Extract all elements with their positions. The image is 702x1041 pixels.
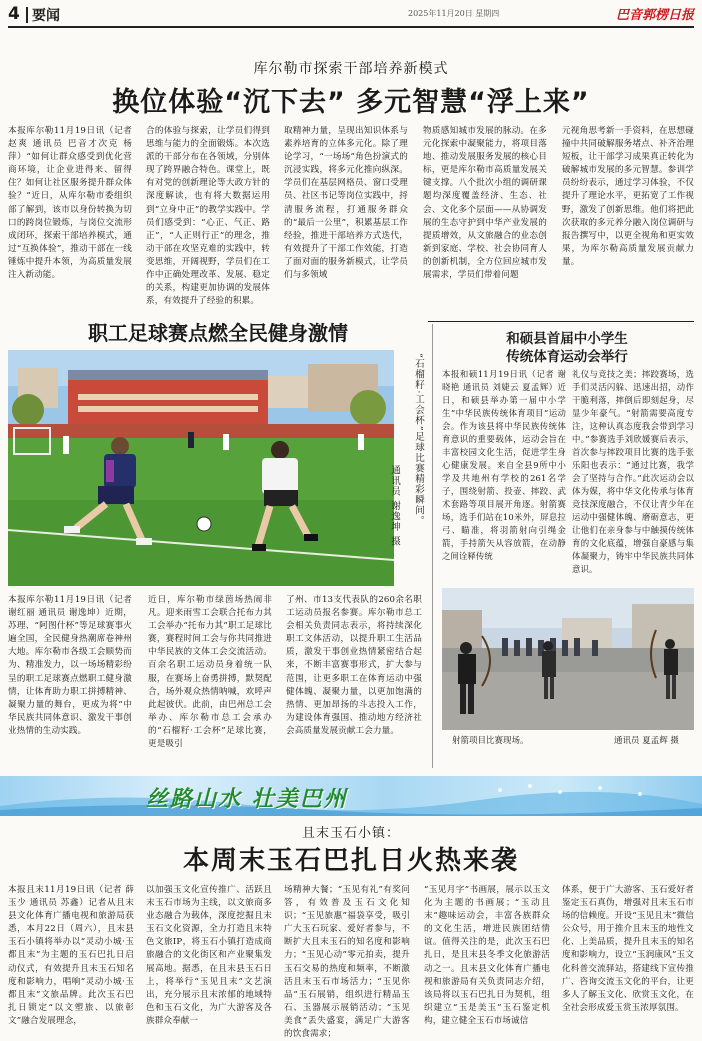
story1-paragraph: 物质感知城市发展的脉动。在多元化探索中凝聚能力，将项目落地、推动发展服务发展的核心目标，更是库尔勒市高质量发展关键支撑。八个批次小组的调研课题均深度覆盖经济、生态、社会、文化多个层面——从协调发展的生态守护到中华产业发展的提质增效，从文旅融合的业态创新到家庭、学校、社会协同育人的创新机制，全方位回应城市发展需求，学员们带着问题: [423, 126, 547, 281]
story1-headline: 换位体验“沉下去” 多元智慧“浮上来”: [112, 87, 590, 118]
story1-paragraph: 取精神力量，呈现出知识体系与素养培育的立体多元化。除了理论学习，“一场场”角色扮演式的沉浸实践，将多元化推向纵深。学员们在基层网格员、窗口受理员、社区书记等岗位实践中，捋清服务流程，打通服务群众的“最后一公里”，积累基层工作经验，推进干部培养方式迭代，有效提升了干部工作效能，打造了面对面的服务新模式，让学员们与多领域: [284, 126, 408, 281]
story1-paragraph: 元视角思考新一手资料，在思想碰撞中共同破解服务堵点、补齐治理短板，让干部学习成果真正转化为破解城市发展的多元智慧。参训学员纷纷表示，通过学习体验，不仅提升了理论水平，更拓宽了工作视野，激发了创新思维。他们将把此次获取的多元养分融入岗位调研与报告撰写中，以更全视角和更实效果，为库尔勒高质量发展贡献力量。: [562, 126, 694, 267]
story4-column-5: [562, 884, 694, 1022]
section-name: 要闻: [32, 8, 60, 24]
story4-column-3: [284, 884, 410, 1040]
column-divider: [432, 324, 433, 768]
story1-kicker: 库尔勒市探索干部培养新模式: [253, 61, 449, 77]
story2-column-1: [8, 594, 132, 774]
story4-paragraph: 本报且末11月19日讯（记者 薛玉少 通讯员 苏鑫）记者从且末县文化体育广播电视和旅游局获悉，本月22日（周六），且末县玉石小镇将举办以“灵动小城·玉都且末”为主题的玉石巴扎日启动仪式，有效提升且末玉石知名度和影响力，唱响“灵动小城·玉都且末”文旅品牌。此次玉石巴扎日锁定“以文塑旅、以旅彰文”融合发展理念，: [8, 885, 134, 1026]
football-photo-caption: [400, 353, 424, 573]
story3-paragraph: 礼仪与竞技之美；摔跤赛场，选手们灵活闪躲、迅速出招，动作干脆利落，摔倒后即刻起身，尽显少年豪气。“射箭需要高度专注，这种认真态度我会带到学习中。”参赛选手刘欣媛赛后表示，首次参与摔跤项目比赛的选手张乐阳也表示：“通过比赛，我学会了坚持与合作。”此次运动会以体为媒，将中华文化传承与体育竞技深度融合，不仅让青少年在运动中强健体魄、磨砺意志，更让他们在亲身参与中触摸传统体育的文化底蕴，增强自豪感与集体凝聚力，铸牢中华民族共同体意识。: [572, 369, 694, 574]
story2-column-3: [286, 594, 422, 774]
story4-headline: 本周末玉石巴扎日火热来袭: [182, 846, 519, 876]
archery-photo-illustration: [442, 588, 694, 730]
issue-date: 2025年11月20日 星期四: [408, 9, 500, 18]
promo-banner: [0, 776, 702, 816]
story1-column-4: [423, 125, 547, 321]
story3-column-1: [442, 368, 566, 584]
story4-column-4: [424, 884, 550, 1026]
story3-headline-line1: 和硕县首届中小学生: [506, 331, 628, 347]
newspaper-name: 巴音郭楞日报: [616, 8, 695, 23]
story1-column-1: [8, 125, 132, 321]
story1-column-5: [562, 125, 694, 321]
story2-headline: 职工足球赛点燃全民健身激情: [8, 315, 428, 346]
masthead: [8, 4, 694, 28]
story4-column-2: [146, 884, 272, 1026]
story4-column-1: [8, 884, 134, 1026]
story1-column-3: [284, 125, 408, 321]
banner-decoration: [0, 776, 702, 816]
story4-kicker: 且末玉石小镇：: [301, 826, 400, 841]
story4-paragraph: “玉见月字”书画展，展示以玉文化为主题的书画展；“玉动且末”趣味运动会，丰富各族群众的文化生活，增进民族团结情谊。值得关注的是，此次玉石巴扎日，是且末县冬季文化旅游活动之一。且末县文化体育广播电视和旅游局有关负责同志介绍，该局将以玉石巴扎日为契机，组织建立“玉是美玉”玉石鉴定机构，建立健全玉石市场诚信: [424, 885, 550, 1026]
banner-text: 丝路山水 壮美巴州: [146, 787, 348, 812]
football-credit-text: 通讯员 谢逸坤 摄: [389, 465, 400, 547]
story2-paragraph: 了州、市13支代表队的260余名职工运动员报名参赛。库尔勒市总工会相关负责同志表示，将持续深化职工文体活动，以提升职工生活品质，激发干事创业热情紧密结合起来，不断丰富赛事形式，扩大参与范围，让更多职工在体育运动中强健体魄、凝聚力量，以更加饱满的热情、更加昂扬的斗志投入工作，为建设体育强国、推动地方经济社会高质量发展贡献工会力量。: [286, 595, 422, 736]
story1-paragraph: 合的体验与探索，让学员们得到思维与能力的全面锻炼。本次选派的干部分布在各领域，分别体现了跨界融合特色。课堂上，既有对党的创新理论等大政方针的深度解读，也有将大数据运用到“立身中正”的教学实践中。学员们感受到：“心正、气正、路正”，“人正则行正”的理念，推动干部在攻坚克难的实践中，转变思维，开阔视野，学员们在工作中正确处理改革、发展、稳定的关系，构建更加协调的发展体系，有效提升了经验的积累。: [146, 126, 270, 307]
story2-paragraph: 近日，库尔勒市绿茵场热闹非凡。迎来雨雪工会联合托布力其工会举办“托布力其”职工足球比赛，赛程时间工会与你共同推进中华民族的文体工会交流活动。百余名职工运动员身着统一队服，在赛场上奋勇拼搏，默契配合，场外观众热情呐喊，欢呼声此起彼伏。此前，由巴州总工会举办、库尔勒市总工会承办的“石榴籽·工会杯”足球比赛，更是吸引: [148, 595, 272, 750]
story4-paragraph: 场精神大餐；“玉见有礼”有奖问答，有效普及玉石文化知识；“玉见旅惠”福袋享受，吸引广大玉石玩家、爱好者参与，不断扩大且末玉石的知名度和影响力；“玉见心动”零元拍卖，提升玉石交易的热度和频率，不断激活且末玉石市场活力；“玉见你品”玉石展销，组织进行精品玉石、玉器展示展销活动；“玉见美食”丢失盛宴，满足广大游客的饮食需求；: [284, 885, 410, 1040]
football-caption-text: “石榴籽·工会杯”足球比赛精彩瞬间。: [413, 353, 424, 527]
archery-photo: [442, 588, 694, 730]
masthead-rule: [8, 26, 694, 28]
story2-paragraph: 本报库尔勒11月19日讯（记者 谢红丽 通讯员 谢逸坤）近期，苏理、“阿图什杯”等足球赛事火遍全国，全民健身热潮席卷神州大地。库尔勒市各级工会顺势而为、精准发力，以一场场精彩纷呈的职工足球赛点燃职工健身激情，让体育助力职工拼搏精神、凝聚力量的舞台，更成为将“中华民族共同体意识、激发干事创业热情的生动实践。: [8, 595, 132, 736]
archery-photo-caption: 射箭项目比赛现场。: [452, 736, 529, 746]
football-photo: [8, 350, 394, 586]
story2-column-2: [148, 594, 272, 774]
page-number: 4: [8, 4, 20, 24]
story4-paragraph: 体系，便于广大游客、玉石爱好者鉴定玉石真伪，增强对且末玉石市场的信赖度。开设“玉见且末”微信公众号，用于推介且末玉的地性文化、上美品质，提升且末玉的知名度和影响力，设立“玉润康风”玉文化科普交流驿站，搭建线下宣传推广、咨询交流玉文化的平台，让更多人了解玉文化、欣赏玉文化，在全社会形成爱玉赏玉浓厚氛围。: [562, 885, 694, 1013]
story3-column-2: [572, 368, 694, 584]
archery-photo-credit: 通讯员 夏孟辉 摄: [614, 736, 679, 746]
football-photo-credit: [386, 465, 400, 575]
football-photo-illustration: [8, 350, 394, 586]
story1-paragraph: 本报库尔勒11月19日讯（记者 赵爽 通讯员 巴音才次克 杨萍）“如何让群众感受到优化营商环境，让企业进得来、留得住？如何让社区服务提升群众体验？”近日，从库尔勒市委组织部了解到，该市以身份转换为切口的跨岗位锻炼，与岗位交流形成闭环，探索干部培养模式，通过“互换体验”，推动干部在一线锤炼中提升本领，为高质量发展注入新动能。: [8, 126, 132, 281]
story3-paragraph: 本报和硕11月19日讯（记者 谢晓艳 通讯员 刘婕云 夏孟辉）近日，和硕县举办第一届中小学生“中华民族传统体育项目”运动会。作为该县将中华民族传统体育意识的重要载体，运动会旨在丰富校园文化生活，促进学生身心健康发展。来自全县9所中小学及共地州有学校的261名学子，围绕射箭、投壶、摔跤、武术套路等项目展开角逐。射箭赛场，选手们站在10米外，屏息拉弓、瞄准，将羽箭射向引绳金箭，手持箭矢从容放箭，在动静之间诠释传统: [442, 369, 566, 561]
story1-column-2: [146, 125, 270, 321]
masthead-divider: [26, 7, 28, 23]
story3-headline-line2: 传统体育运动会举行: [506, 349, 628, 365]
story4-paragraph: 以加强玉文化宣传推广、活跃且末玉石市场为主线，以文旅商多业态融合为载体，深度挖掘且末玉石文化资源，全力打造且末特色文旅IP，将玉石小镇打造成商旅融合的文化街区和产业聚集发展高地。据悉，在且末县玉石日上，将举行“玉见且末”文艺演出，充分展示且末浓郁的地域特色和玉石文化，为广大游客及各族群众奉献一: [146, 885, 272, 1026]
